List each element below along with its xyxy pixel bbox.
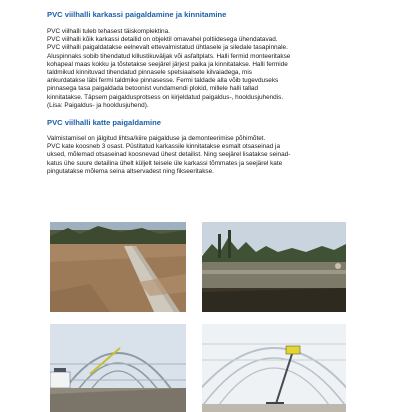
photo-leveled-plot <box>202 222 346 312</box>
text-line: uksed, mõlemad otsaseinad koosnevad ühest detailist. Ning seejärel lisatakse seinad- <box>47 151 291 159</box>
text-line: kohapeal maas kokku ja tõstetakse seejärel järjest paika ja kinnitatakse. Halli fermide <box>47 60 288 68</box>
text-line: katus ühe suure detailina ühelt küljelt teisele üle karkassi tõmmates ja seejärel kate <box>47 159 283 167</box>
photo-ground-preparation <box>50 222 186 312</box>
text-line: (Lisa: Paigaldus- ja hooldusjuhend). <box>47 101 149 109</box>
text-line: pinnasega tasa paigaldada betoonist vundamendi plokid, millele halli tallad <box>47 85 259 93</box>
section-title-frame: PVC viilhalli karkassi paigaldamine ja kinnitamine <box>47 10 227 19</box>
text-line: ankurdatakse läbi fermi taldmike pinnasesse. Fermi taldade alla võib tugevduseks <box>47 77 279 85</box>
text-line: pingutatakse mõlema seina altservadest ning fikseeritakse. <box>47 167 214 175</box>
paragraph-cover-details <box>47 135 365 176</box>
photo-grid <box>50 222 346 412</box>
photo-frame-assembly <box>50 324 186 412</box>
text-line: taldmikud kinnituvad tihendatud pinnasele spetsiaalsete kilvaiadega, mis <box>47 69 252 77</box>
intro-line: PVC viilhalli tuleb tehasest täiskomplektina. <box>47 28 170 35</box>
text-content <box>47 10 365 176</box>
paragraph-frame-details <box>47 36 365 110</box>
text-line: Aluspinnaks sobib tihendatud killustikuväljak või asfaltplats. Halli fermid monteeritakse <box>47 52 291 60</box>
text-line: Valmistamisel on jälgitud lihtsa/kiire paigalduse ja demonteerimise põhimõtet. <box>47 135 266 143</box>
text-line: PVC viilhalli kõik karkassi detailid on objektil omavahel poltiidesega ühendatavad. <box>47 36 278 44</box>
paragraph-intro <box>47 28 365 36</box>
photo-cover-installation <box>202 324 346 412</box>
section-title-cover: PVC viilhalli katte paigaldamine <box>47 118 161 128</box>
text-line: PVC viilhalli paigaldatakse eelnevalt ettevalmistatud ühtlasele ja siledale tasapinnale. <box>47 44 288 52</box>
text-line: PVC kate koosneb 3 osast. Püstitatud karkassile kinnitatakse esmalt otsaseinad ja <box>47 143 281 151</box>
text-line: kinnitatakse. Täpsem paigaldusprotsess on kirjeldatud paigaldus-, hooldusjuhendis. <box>47 93 284 101</box>
